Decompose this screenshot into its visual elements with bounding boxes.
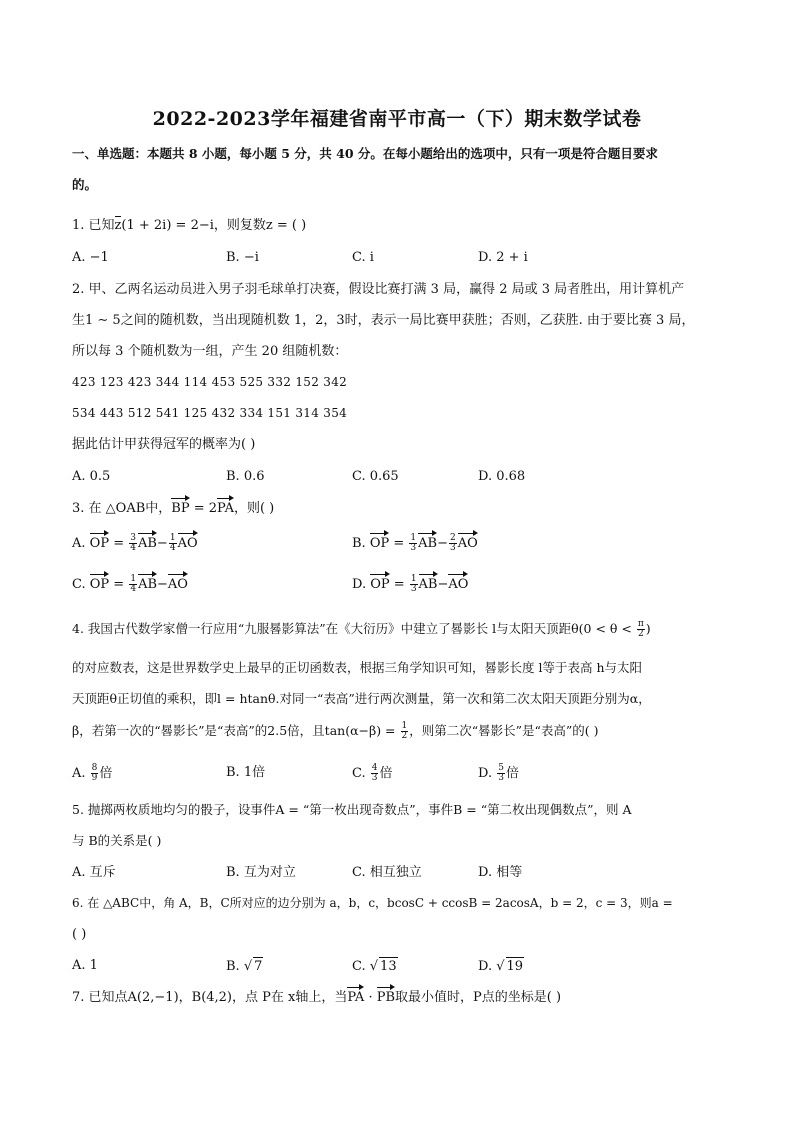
question-4-line4: β，若第一次的“晷影长”是“表高”的2.5倍，且tan(α−β) = $\frac{1}{2}$ ，则第二次“晷影长”是“表高”的( ): [72, 721, 599, 741]
q4-option-d[interactable]: D. $\frac{5}{3}$ 倍: [478, 763, 519, 783]
question-5-line2: 与 B的关系是( ): [72, 833, 162, 848]
q2-option-c[interactable]: C. 0.65: [352, 469, 399, 484]
vector-pa: PA: [217, 501, 234, 516]
q6-option-b[interactable]: B. √ 7: [226, 959, 263, 974]
q2-option-b[interactable]: B. 0.6: [226, 469, 265, 484]
q4-option-b[interactable]: B. 1倍: [226, 765, 266, 780]
question-2-stem-line2: 生1 ∼ 5之间的随机数，当出现随机数 1，2，3时，表示一局比赛甲获胜；否则，乙获胜. 由于要比赛 3 局，: [72, 313, 695, 328]
vector-pa: PA: [347, 990, 365, 1005]
vector-pb: PB: [376, 990, 396, 1005]
question-2-ask: 据此估计甲获得冠军的概率为( ): [72, 437, 256, 452]
section-header-cont: 的。: [72, 177, 98, 192]
q4-option-c[interactable]: C. $\frac{4}{3}$ 倍: [352, 763, 393, 783]
question-4-line1: 4. 我国古代数学家僧一行应用“九服晷影算法”在《大衍历》中建立了晷影长 l与太阳天顶距θ(0 < θ < $\frac{\pi}{2}$ ): [72, 619, 651, 639]
question-4-line3: 天顶距θ正切值的乘积，即l = htanθ.对同一“表高”进行两次测量，第一次和第二次太阳天顶距分别为α，: [72, 691, 651, 706]
q1-option-b[interactable]: B. −i: [226, 250, 259, 265]
random-numbers-row1: 423 123 423 344 114 453 525 332 152 342: [72, 375, 348, 389]
question-2-stem-line1: 2. 甲、乙两名运动员进入男子羽毛球单打决赛，假设比赛打满 3 局，赢得 2 局或 3 局者胜出，用计算机产: [72, 282, 685, 297]
q1-option-d[interactable]: D. 2 + i: [478, 250, 528, 265]
q5-option-c[interactable]: C. 相互独立: [352, 865, 422, 880]
page-title: 2022-2023学年福建省南平市高一（下）期末数学试卷: [152, 108, 642, 130]
q2-option-d[interactable]: D. 0.68: [478, 469, 526, 484]
question-1-stem: 1. 已知z(1 + 2i) = 2−i，则复数z = ( ): [72, 218, 307, 233]
q3-option-a[interactable]: A. OP = $\frac{3}{4}$ AB− $\frac{1}{4}$ AO: [72, 533, 198, 553]
random-numbers-row2: 534 443 512 541 125 432 334 151 314 354: [72, 406, 348, 420]
q2-option-a[interactable]: A. 0.5: [72, 469, 111, 484]
q5-option-b[interactable]: B. 互为对立: [226, 865, 296, 880]
question-4-line2: 的对应数表，这是世界数学史上最早的正切函数表，根据三角学知识可知，晷影长度 l等于表高 h与太阳: [72, 660, 642, 675]
section-header: 一、单选题：本题共 8 小题，每小题 5 分，共 40 分。在每小题给出的选项中，只有一项是符合题目要求: [72, 146, 658, 161]
vector-bp: BP: [171, 501, 190, 516]
q5-option-d[interactable]: D. 相等: [478, 865, 523, 880]
q5-option-a[interactable]: A. 互斥: [72, 865, 116, 880]
question-6-line1: 6. 在 △ABC中，角 A，B，C所对应的边分别为 a，b，c，bcosC + ccosB = 2acosA，b = 2，c = 3，则a =: [72, 896, 673, 910]
question-5-line1: 5. 抛掷两枚质地均匀的骰子，设事件A = “第一枚出现奇数点”，事件B = “第二枚出现偶数点”，则 A: [72, 802, 632, 817]
q4-option-a[interactable]: A. $\frac{8}{9}$ 倍: [72, 763, 113, 783]
q6-option-d[interactable]: D. √ 19: [478, 959, 524, 974]
q6-option-c[interactable]: C. √ 13: [352, 959, 397, 974]
question-2-stem-line3: 所以每 3 个随机数为一组，产生 20 组随机数：: [72, 344, 348, 359]
q1-option-c[interactable]: C. i: [352, 250, 374, 265]
question-3-stem: 3. 在 △OAB中，BP = 2PA，则( ): [72, 501, 275, 516]
question-7-stem: 7. 已知点A(2,−1)，B(4,2)，点 P在 x轴上，当PA · PB取最小值时，P点的坐标是( ): [72, 990, 562, 1005]
q3-option-c[interactable]: C. OP = $\frac{1}{4}$ AB−AO: [72, 574, 188, 594]
conjugate-z: z: [114, 218, 122, 233]
q3-option-d[interactable]: D. OP = $\frac{1}{3}$ AB−AO: [352, 574, 469, 594]
q6-option-a[interactable]: A. 1: [72, 958, 98, 973]
q1-option-a[interactable]: A. −1: [72, 250, 109, 265]
question-6-line2: ( ): [72, 927, 87, 942]
q3-option-b[interactable]: B. OP = $\frac{1}{3}$ AB− $\frac{2}{3}$ AO: [352, 533, 478, 553]
